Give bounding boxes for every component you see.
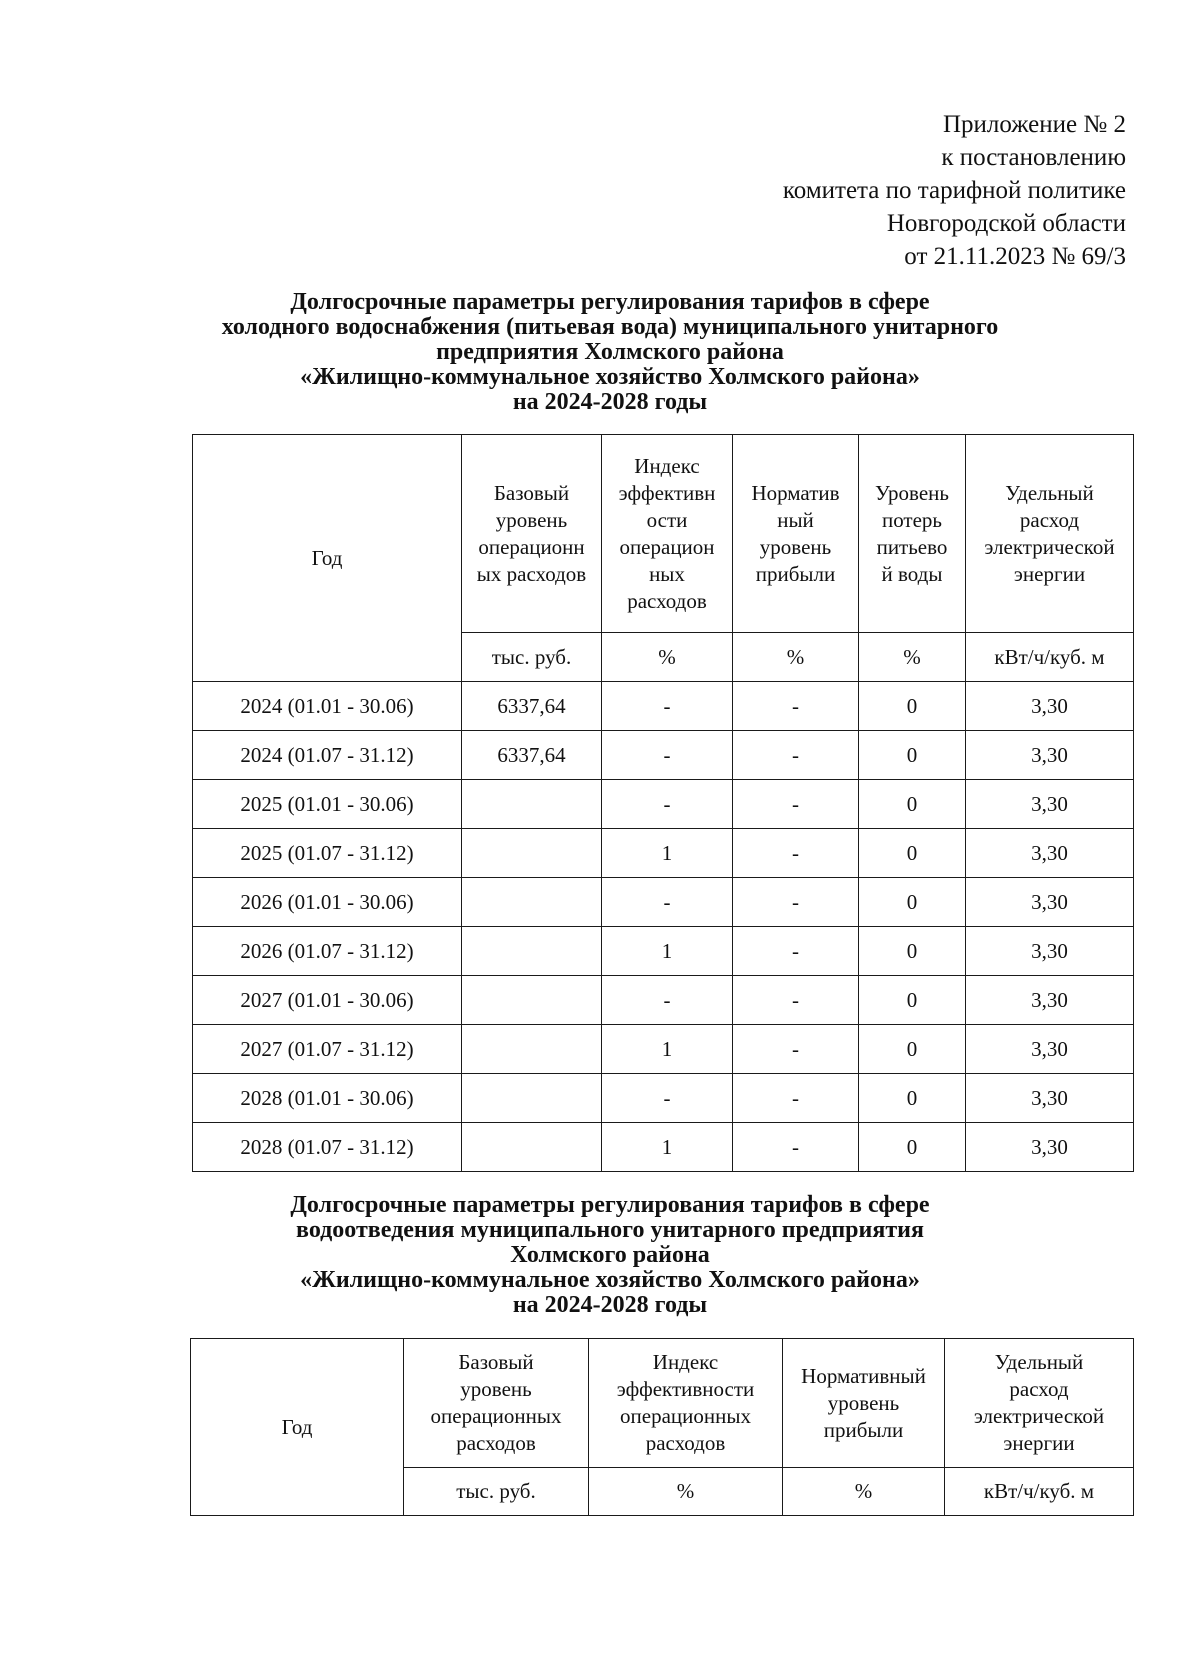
col-header-base-costs: Базовый уровень операционных расходов [404, 1339, 589, 1468]
appendix-block [783, 108, 1126, 273]
profit-level-cell: - [733, 731, 859, 780]
efficiency-index-cell: - [602, 1074, 733, 1123]
table-row [193, 682, 1134, 731]
profit-level-cell: - [733, 780, 859, 829]
unit-cell: тыс. руб. [462, 633, 602, 682]
section1-title [180, 290, 1040, 415]
header-row [191, 1339, 1134, 1468]
energy-cell: 3,30 [966, 927, 1134, 976]
energy-cell: 3,30 [966, 878, 1134, 927]
title-line: «Жилищно-коммунальное хозяйство Холмского района» [300, 364, 920, 390]
energy-cell: 3,30 [966, 1074, 1134, 1123]
table-row [193, 780, 1134, 829]
table-row [193, 927, 1134, 976]
efficiency-index-cell: 1 [602, 1025, 733, 1074]
col-header-base-costs: Базовый уровень операционн ых расходов [462, 435, 602, 633]
efficiency-index-cell: 1 [602, 927, 733, 976]
profit-level-cell: - [733, 976, 859, 1025]
water-losses-cell: 0 [859, 780, 966, 829]
col-header-energy-consumption: Удельный расход электрической энергии [966, 435, 1134, 633]
title-line: водоотведения муниципального унитарного предприятия [296, 1217, 924, 1243]
period-cell: 2026 (01.01 - 30.06) [193, 878, 462, 927]
efficiency-index-cell: - [602, 780, 733, 829]
water-losses-cell: 0 [859, 829, 966, 878]
title-line: на 2024-2028 годы [512, 1292, 708, 1318]
table-row [193, 1123, 1134, 1172]
base-costs-cell [462, 1123, 602, 1172]
profit-level-cell: - [733, 878, 859, 927]
base-costs-cell [462, 976, 602, 1025]
period-cell: 2024 (01.01 - 30.06) [193, 682, 462, 731]
appendix-line: Приложение № 2 [942, 111, 1126, 138]
period-cell: 2027 (01.01 - 30.06) [193, 976, 462, 1025]
profit-level-cell: - [733, 927, 859, 976]
col-header-efficiency-index: Индекс эффективности операционных расходов [589, 1339, 783, 1468]
water-losses-cell: 0 [859, 731, 966, 780]
table-body [193, 682, 1134, 1172]
energy-cell: 3,30 [966, 682, 1134, 731]
water-losses-cell: 0 [859, 878, 966, 927]
profit-level-cell: - [733, 1025, 859, 1074]
title-line: Долгосрочные параметры регулирования тарифов в сфере [290, 1192, 930, 1218]
unit-cell: % [733, 633, 859, 682]
col-header-efficiency-index: Индекс эффективн ости операцион ных расходов [602, 435, 733, 633]
water-losses-cell: 0 [859, 682, 966, 731]
table-row [193, 1074, 1134, 1123]
period-cell: 2028 (01.07 - 31.12) [193, 1123, 462, 1172]
water-losses-cell: 0 [859, 1123, 966, 1172]
title-line: Холмского района [510, 1242, 710, 1268]
unit-cell: % [783, 1468, 945, 1516]
table-row [193, 829, 1134, 878]
appendix-line: к постановлению [941, 144, 1126, 171]
year-header: Год [191, 1339, 404, 1516]
header-row [193, 435, 1134, 633]
unit-cell: кВт/ч/куб. м [966, 633, 1134, 682]
table-row [193, 1025, 1134, 1074]
base-costs-cell [462, 780, 602, 829]
water-supply-table [192, 434, 1134, 1172]
efficiency-index-cell: - [602, 878, 733, 927]
base-costs-cell [462, 1074, 602, 1123]
profit-level-cell: - [733, 682, 859, 731]
water-losses-cell: 0 [859, 976, 966, 1025]
energy-cell: 3,30 [966, 731, 1134, 780]
unit-cell: % [859, 633, 966, 682]
col-header-water-losses: Уровень потерь питьево й воды [859, 435, 966, 633]
unit-cell: % [589, 1468, 783, 1516]
efficiency-index-cell: 1 [602, 829, 733, 878]
title-line: «Жилищно-коммунальное хозяйство Холмского района» [300, 1267, 920, 1293]
appendix-line: комитета по тарифной политике [782, 177, 1126, 204]
profit-level-cell: - [733, 1074, 859, 1123]
period-cell: 2025 (01.01 - 30.06) [193, 780, 462, 829]
efficiency-index-cell: - [602, 731, 733, 780]
period-cell: 2026 (01.07 - 31.12) [193, 927, 462, 976]
base-costs-cell [462, 1025, 602, 1074]
base-costs-cell [462, 829, 602, 878]
period-cell: 2025 (01.07 - 31.12) [193, 829, 462, 878]
col-header-energy-consumption: Удельный расход электрической энергии [945, 1339, 1134, 1468]
table-row [193, 976, 1134, 1025]
title-line: Долгосрочные параметры регулирования тарифов в сфере [290, 289, 930, 315]
unit-cell: % [602, 633, 733, 682]
title-line: холодного водоснабжения (питьевая вода) муниципального унитарного [221, 314, 999, 340]
base-costs-cell [462, 927, 602, 976]
period-cell: 2028 (01.01 - 30.06) [193, 1074, 462, 1123]
energy-cell: 3,30 [966, 829, 1134, 878]
table-row [193, 731, 1134, 780]
efficiency-index-cell: 1 [602, 1123, 733, 1172]
col-header-profit-level: Норматив ный уровень прибыли [733, 435, 859, 633]
water-losses-cell: 0 [859, 927, 966, 976]
appendix-line: от 21.11.2023 № 69/3 [904, 243, 1126, 270]
unit-cell: тыс. руб. [404, 1468, 589, 1516]
water-losses-cell: 0 [859, 1025, 966, 1074]
base-costs-cell: 6337,64 [462, 682, 602, 731]
efficiency-index-cell: - [602, 682, 733, 731]
base-costs-cell: 6337,64 [462, 731, 602, 780]
energy-cell: 3,30 [966, 976, 1134, 1025]
profit-level-cell: - [733, 1123, 859, 1172]
period-cell: 2024 (01.07 - 31.12) [193, 731, 462, 780]
unit-cell: кВт/ч/куб. м [945, 1468, 1134, 1516]
year-header: Год [193, 435, 462, 682]
energy-cell: 3,30 [966, 1025, 1134, 1074]
period-cell: 2027 (01.07 - 31.12) [193, 1025, 462, 1074]
title-line: на 2024-2028 годы [512, 389, 708, 415]
title-line: предприятия Холмского района [436, 339, 784, 365]
col-header-profit-level: Нормативный уровень прибыли [783, 1339, 945, 1468]
wastewater-table [190, 1338, 1134, 1516]
water-losses-cell: 0 [859, 1074, 966, 1123]
base-costs-cell [462, 878, 602, 927]
profit-level-cell: - [733, 829, 859, 878]
energy-cell: 3,30 [966, 780, 1134, 829]
energy-cell: 3,30 [966, 1123, 1134, 1172]
efficiency-index-cell: - [602, 976, 733, 1025]
section2-title [180, 1193, 1040, 1318]
appendix-line: Новгородской области [886, 210, 1126, 237]
table-row [193, 878, 1134, 927]
